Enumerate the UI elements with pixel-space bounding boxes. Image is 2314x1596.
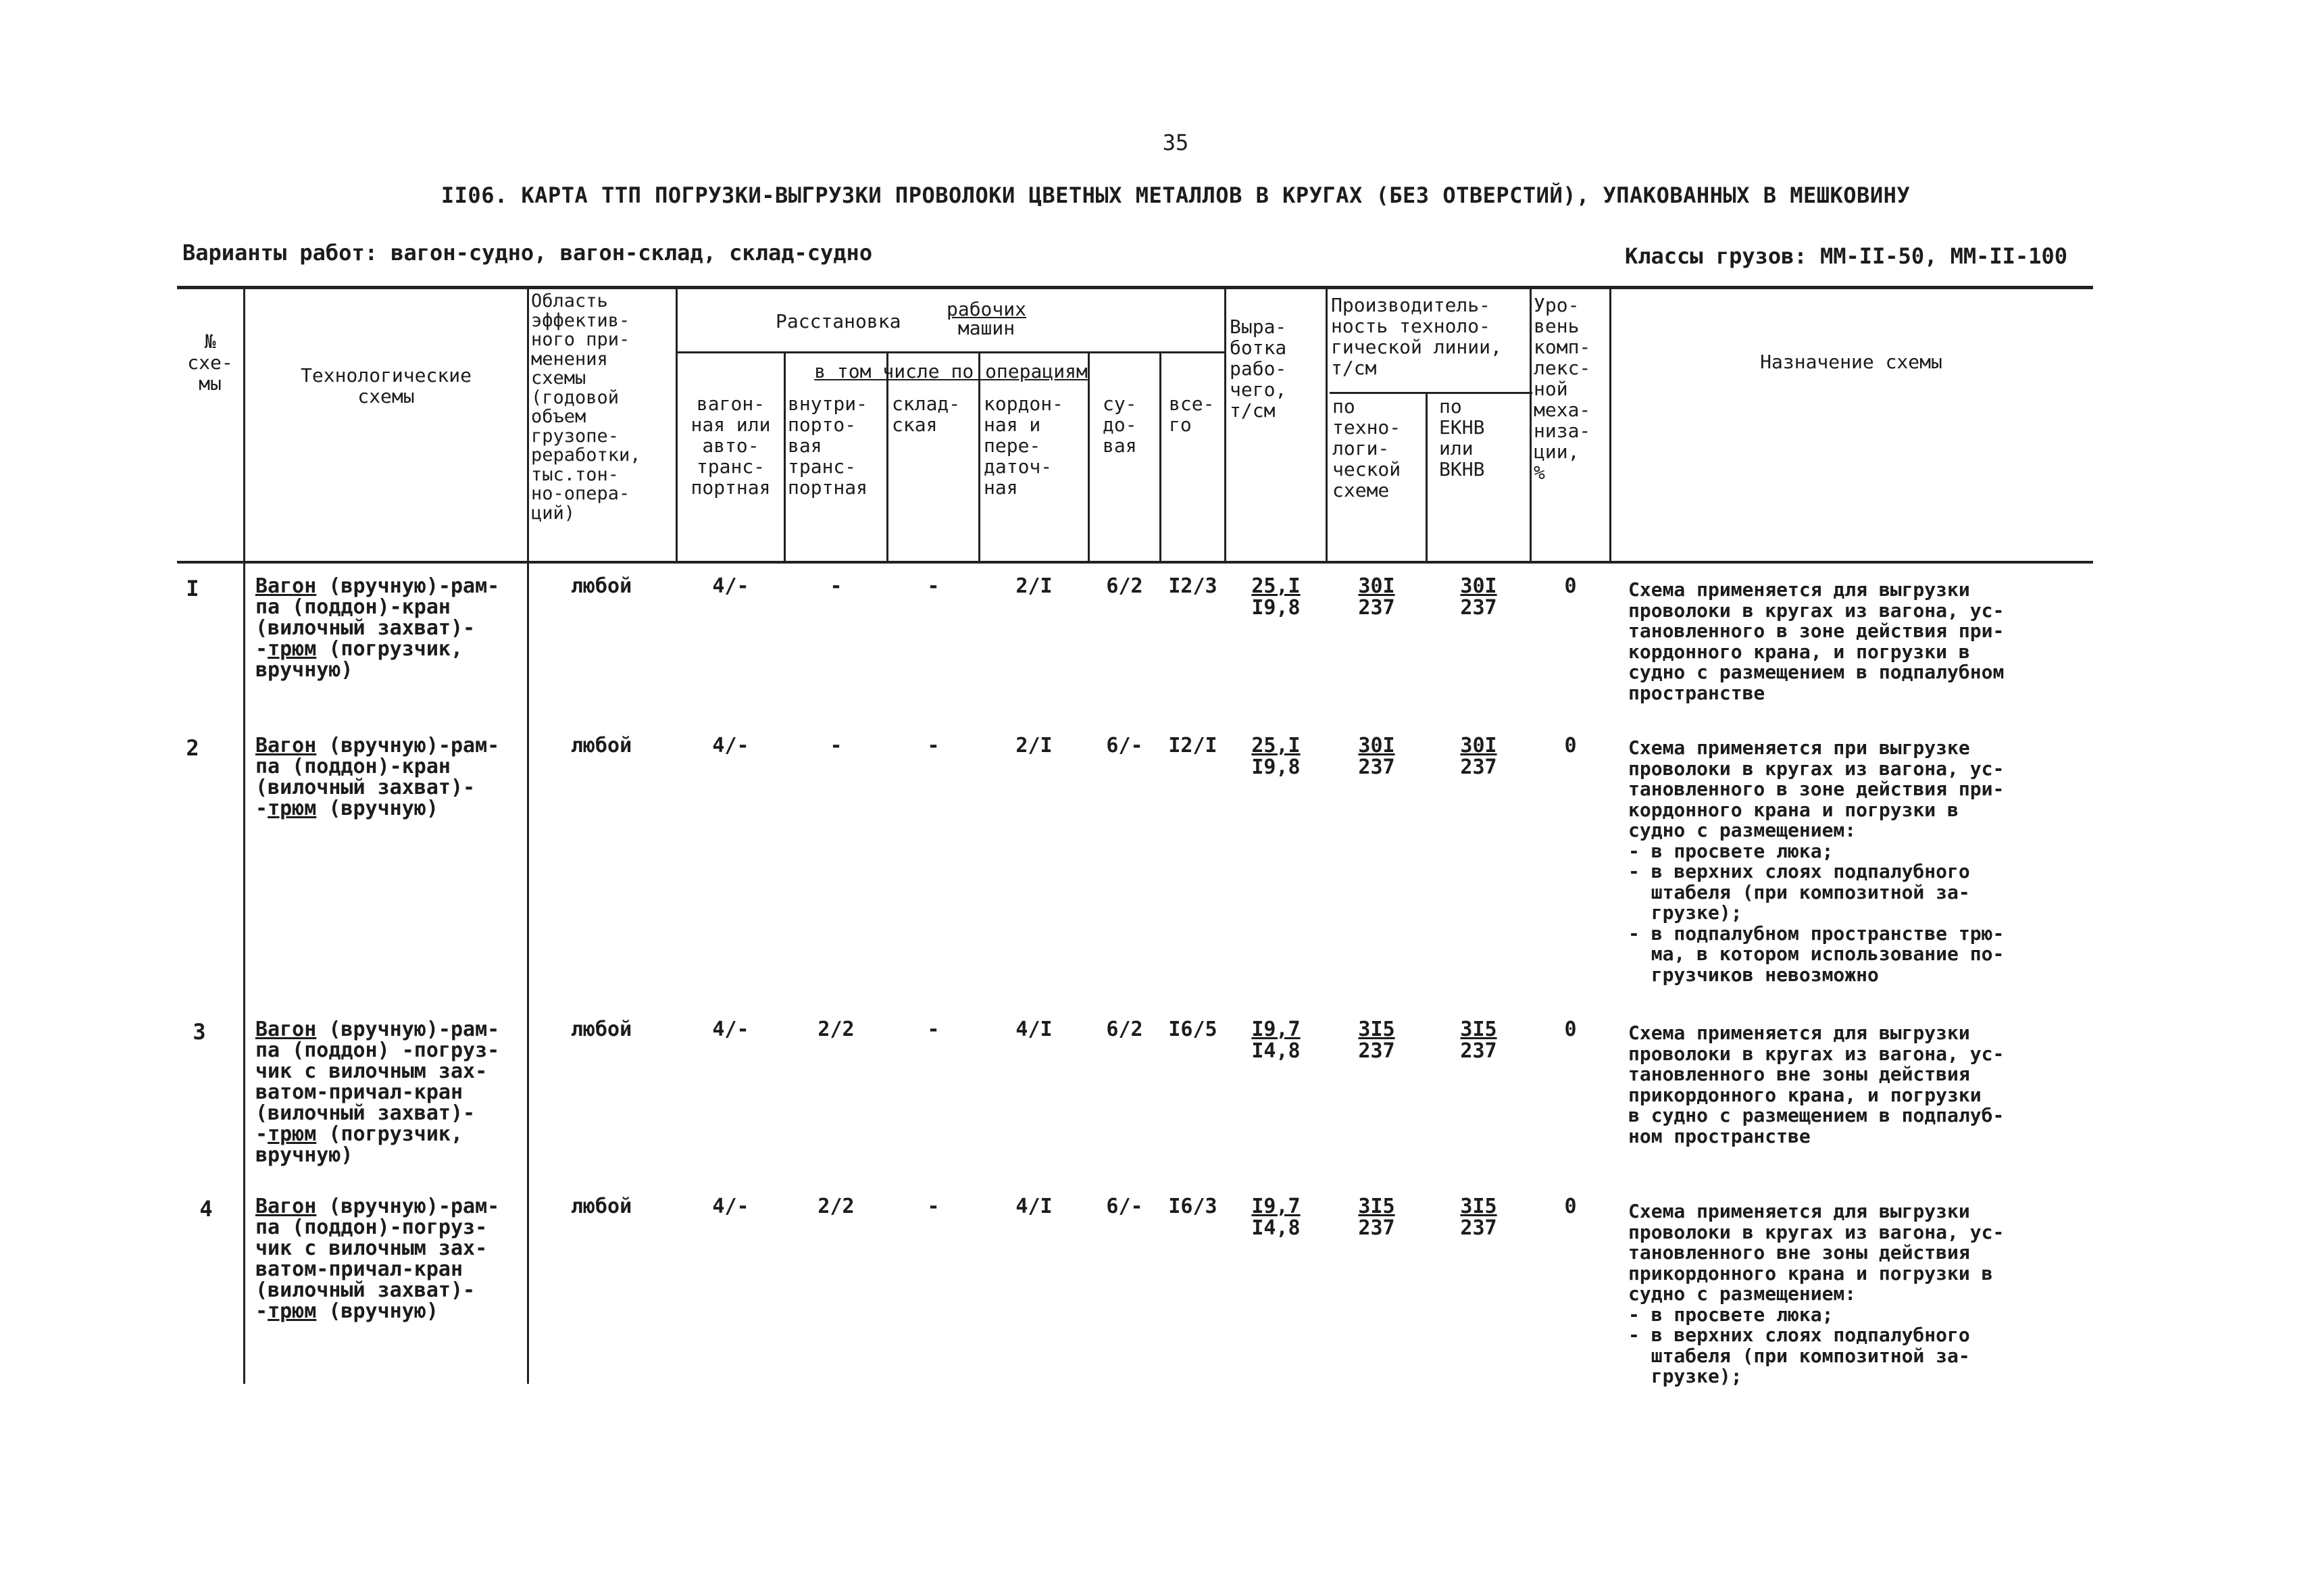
op-warehouse-value: -	[927, 734, 940, 757]
prod-tech-value	[1328, 1019, 1426, 1062]
tech-scheme-text: Вагон (вручную)-рам- па (поддон)-погруз- чик с вилочным зах- ватом-причал-кран (вилочный захват)- -трюм (вручную)	[255, 1195, 500, 1323]
op-internal-value: -	[830, 574, 842, 598]
op-total-value: I6/3	[1168, 1195, 1217, 1218]
application-area: любой	[570, 574, 632, 598]
header-incl-operations	[678, 361, 1224, 382]
header-op-cordon: кордон- ная и пере- даточ- ная	[984, 393, 1064, 499]
header-tech-schemes: Технологические схемы	[301, 364, 472, 407]
purpose-text: Схема применяется для выгрузки проволоки в кругах из вагона, ус- тановленного вне зоны действия прикордонного крана и погрузки в судно с размещением: - в просвете люка; - в верхних слоях подпалубного штабеля (при композитной за- грузке);	[1628, 1200, 2005, 1387]
op-warehouse-value: -	[927, 574, 940, 598]
op-total-value: I2/3	[1168, 574, 1217, 598]
op-total-value: I6/5	[1168, 1018, 1217, 1041]
op-warehouse-value: -	[927, 1195, 940, 1218]
tech-scheme-text: Вагон (вручную)-рам- па (поддон)-кран (вилочный захват)- -трюм (погрузчик, вручную)	[255, 574, 500, 682]
prod-tech-value	[1328, 576, 1426, 619]
prod-eknv-top: 30I	[1460, 574, 1497, 598]
op-internal-value: 2/2	[818, 1195, 855, 1218]
op-warehouse-value: -	[927, 1018, 940, 1041]
output-value	[1226, 735, 1326, 778]
output-top: 25,I	[1251, 574, 1301, 598]
header-placement-label: Расстановка	[776, 310, 901, 332]
prod-tech-value	[1328, 1196, 1426, 1239]
page-number: 35	[1162, 130, 1189, 155]
mech-level-value: 0	[1564, 734, 1577, 757]
op-cordon-value: 4/I	[1015, 1018, 1053, 1041]
mech-level-value: 0	[1564, 574, 1577, 598]
prod-eknv-value	[1428, 1019, 1530, 1062]
op-cordon-value: 2/I	[1015, 574, 1053, 598]
output-value	[1226, 576, 1326, 619]
application-area: любой	[570, 1018, 632, 1041]
output-top: I9,7	[1251, 1195, 1301, 1218]
tech-scheme-text: Вагон (вручную)-рам- па (поддон)-кран (вилочный захват)- -трюм (вручную)	[255, 734, 500, 820]
header-incl-operations-text: в том числе по операциям	[814, 360, 1088, 382]
prod-eknv-bottom: 237	[1460, 596, 1497, 620]
prod-tech-top: 30I	[1358, 574, 1395, 598]
op-wagon-value: 4/-	[712, 1018, 749, 1041]
purpose-text: Схема применяется для выгрузки проволоки в кругах из вагона, ус- тановленного вне зоны действия прикордонного крана, и погрузки в судно с размещением в подпалуб- ном пространстве	[1628, 1022, 2005, 1147]
header-prod-tech: по техно- логи- ческой схеме	[1332, 395, 1401, 501]
purpose-text: Схема применяется для выгрузки проволоки в кругах из вагона, ус- тановленного в зоне действия при- кордонного крана, и погрузки в судно с размещением в подпалубном пространстве	[1628, 578, 2005, 704]
tech-scheme-text: Вагон (вручную)-рам- па (поддон) -погруз- чик с вилочным зах- ватом-причал-кран (вилочный захват)- -трюм (погрузчик, вручную)	[255, 1018, 500, 1167]
mech-level-value: 0	[1564, 1195, 1577, 1218]
output-bottom: I9,8	[1251, 596, 1301, 620]
header-scheme-no: № схе- мы	[187, 330, 233, 395]
row-number: 4	[199, 1196, 213, 1222]
header-placement-machines: машин	[957, 317, 1015, 339]
row-number: 2	[186, 735, 199, 761]
output-bottom: I9,8	[1251, 755, 1301, 779]
row-number: 3	[193, 1019, 206, 1045]
op-internal-value: -	[830, 734, 842, 757]
prod-eknv-bottom: 237	[1460, 1216, 1497, 1240]
work-variants: Варианты работ: вагон-судно, вагон-склад, склад-судно	[182, 240, 873, 266]
output-top: 25,I	[1251, 734, 1301, 757]
header-op-internal: внутри- порто- вая транс- портная	[788, 393, 868, 499]
prod-eknv-value	[1428, 576, 1530, 619]
prod-eknv-top: 3I5	[1460, 1018, 1497, 1041]
row-number: I	[186, 576, 199, 601]
header-output: Выра- ботка рабо- чего, т/см	[1230, 316, 1287, 422]
prod-eknv-bottom: 237	[1460, 755, 1497, 779]
header-mech-level: Уро- вень комп- лекс- ной меха- низа- ции, %	[1534, 294, 1591, 484]
op-wagon-value: 4/-	[712, 734, 749, 757]
output-bottom: I4,8	[1251, 1216, 1301, 1240]
cargo-classes: Классы грузов: ММ-II-50, ММ-II-100	[1624, 243, 2067, 269]
prod-tech-bottom: 237	[1358, 1039, 1395, 1063]
header-application-area: Область эффектив- ного при- менения схемы (годовой объем грузопе- реработки, тыс.тон- но-опера- ций)	[531, 291, 641, 524]
output-top: I9,7	[1251, 1018, 1301, 1041]
op-wagon-value: 4/-	[712, 574, 749, 598]
prod-tech-top: 30I	[1358, 734, 1395, 757]
output-value	[1226, 1019, 1326, 1062]
purpose-text: Схема применяется при выгрузке проволоки в кругах из вагона, ус- тановленного в зоне действия при- кордонного крана и погрузки в судно с размещением: - в просвете люка; - в верхних слоях подпалубного штабеля (при композитной за- грузке); - в подпалубном пространстве трю- ма, в котором использование по- грузчиков невозможно	[1628, 737, 2005, 986]
op-cordon-value: 4/I	[1015, 1195, 1053, 1218]
header-productivity: Производитель- ность техноло- гической линии, т/см	[1331, 294, 1502, 379]
prod-tech-top: 3I5	[1358, 1195, 1395, 1218]
prod-eknv-top: 3I5	[1460, 1195, 1497, 1218]
op-ship-value: 6/2	[1106, 1018, 1143, 1041]
op-ship-value: 6/2	[1106, 574, 1143, 598]
output-bottom: I4,8	[1251, 1039, 1301, 1063]
prod-tech-top: 3I5	[1358, 1018, 1395, 1041]
prod-eknv-top: 30I	[1460, 734, 1497, 757]
output-value	[1226, 1196, 1326, 1239]
op-wagon-value: 4/-	[712, 1195, 749, 1218]
document-title: II06. КАРТА ТТП ПОГРУЗКИ-ВЫГРУЗКИ ПРОВОЛОКИ ЦВЕТНЫХ МЕТАЛЛОВ В КРУГАХ (БЕЗ ОТВЕРСТИЙ), УПАКОВАННЫХ В МЕШКОВИНУ	[441, 182, 1911, 208]
header-placement-workers-text: рабочих	[946, 298, 1026, 320]
op-internal-value: 2/2	[818, 1018, 855, 1041]
prod-tech-value	[1328, 735, 1426, 778]
prod-eknv-bottom: 237	[1460, 1039, 1497, 1063]
prod-eknv-value	[1428, 1196, 1530, 1239]
header-op-total: все- го	[1169, 393, 1215, 436]
application-area: любой	[570, 734, 632, 757]
op-ship-value: 6/-	[1106, 734, 1143, 757]
application-area: любой	[570, 1195, 632, 1218]
header-op-wagon: вагон- ная или авто- транс- портная	[690, 393, 771, 499]
op-ship-value: 6/-	[1106, 1195, 1143, 1218]
op-total-value: I2/I	[1168, 734, 1217, 757]
mech-level-value: 0	[1564, 1018, 1577, 1041]
header-prod-eknv: по ЕКНВ или ВКНВ	[1439, 395, 1485, 480]
header-op-ship: су- до- вая	[1103, 393, 1137, 457]
header-op-warehouse: склад- ская	[892, 393, 961, 436]
prod-tech-bottom: 237	[1358, 1216, 1395, 1240]
op-cordon-value: 2/I	[1015, 734, 1053, 757]
header-purpose: Назначение схемы	[1760, 351, 1942, 373]
prod-tech-bottom: 237	[1358, 596, 1395, 620]
prod-eknv-value	[1428, 735, 1530, 778]
prod-tech-bottom: 237	[1358, 755, 1395, 779]
